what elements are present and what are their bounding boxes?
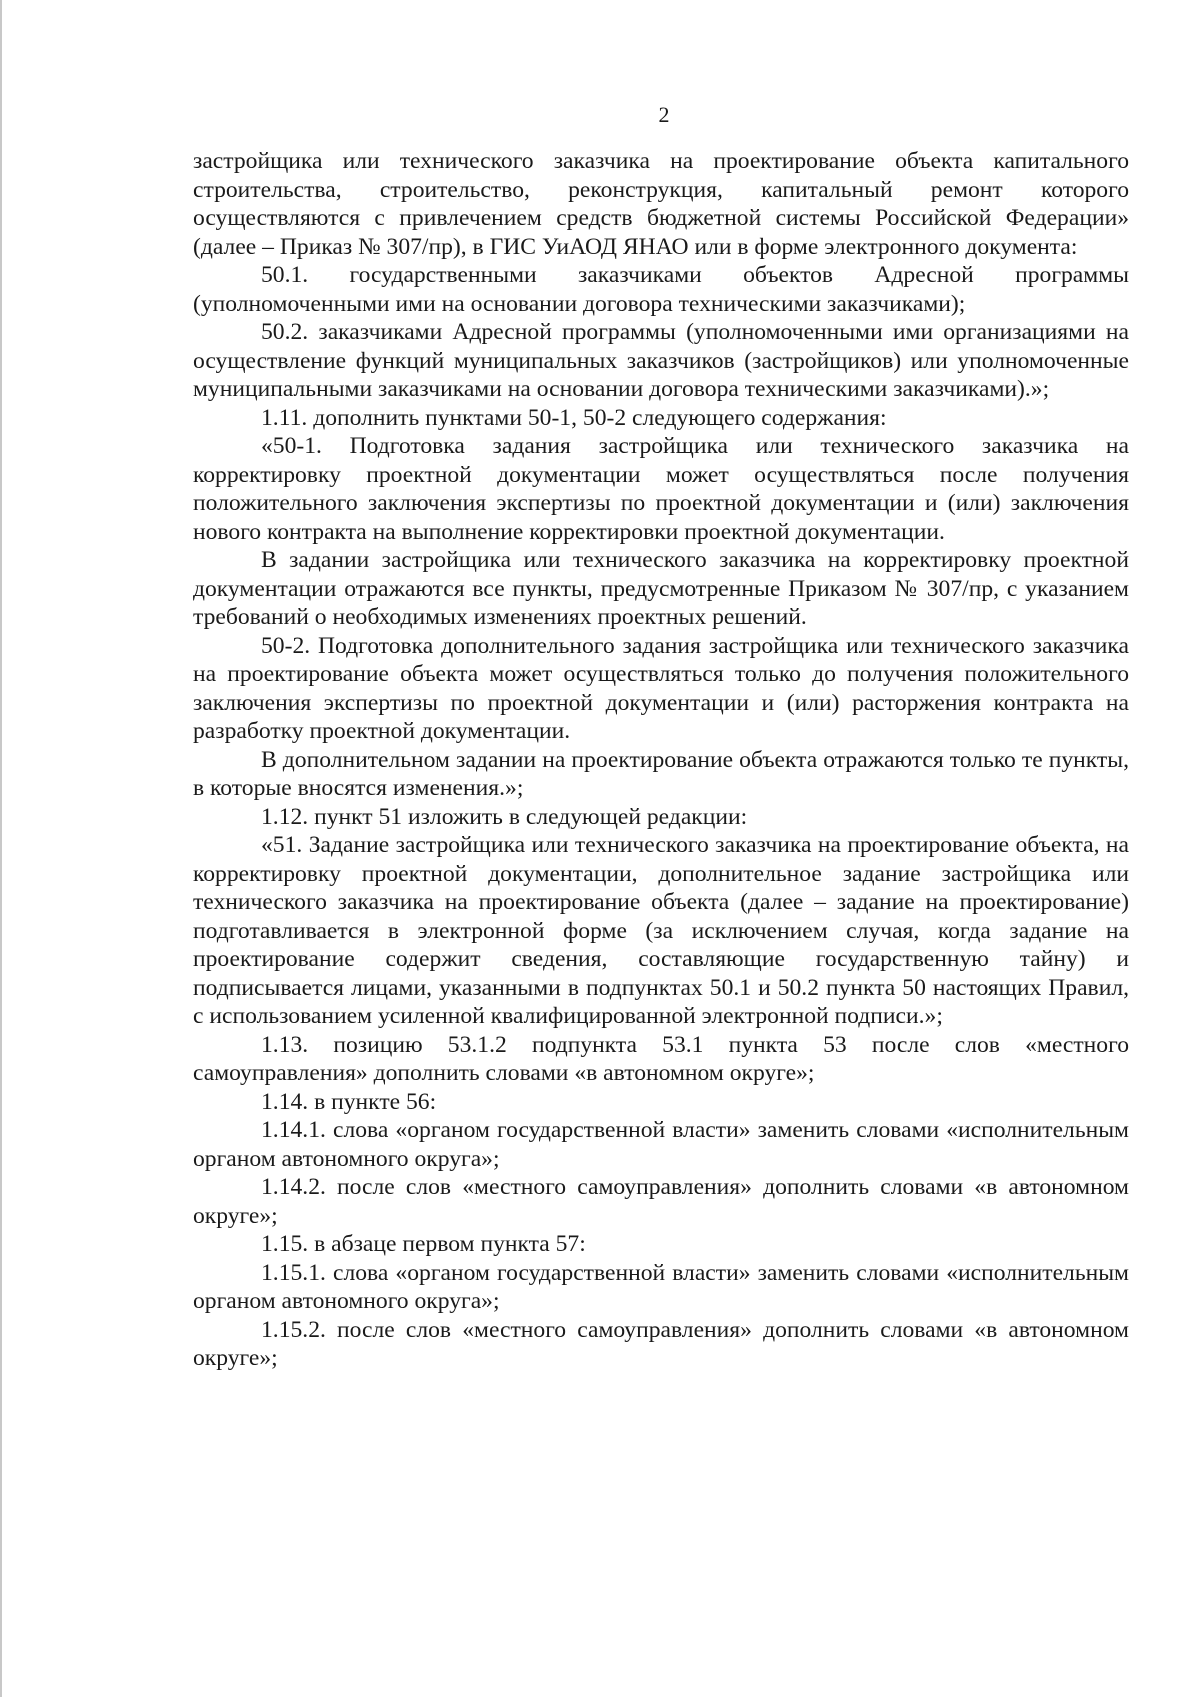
paragraph: 1.14.1. слова «органом государственной власти» заменить словами «исполнительным органом автономного округа»; xyxy=(193,1117,1129,1172)
paragraph: «51. Задание застройщика или технического заказчика на проектирование объекта, на корректировку проектной документации, дополнительное задание застройщика или технического заказчика на проектирование объекта (далее – задание на проектирование) подготавливается в электронной форме (за исключением случая, когда задание на проектирование содержит сведения, составляющие государственную тайну) и подписывается лицами, указанными в подпунктах 50.1 и 50.2 пункта 50 настоящих Правил, с использованием усиленной квалифицированной электронной подписи.»; xyxy=(193,832,1129,1029)
paragraph: 1.15. в абзаце первом пункта 57: xyxy=(261,1231,586,1257)
paragraph: 1.14. в пункте 56: xyxy=(261,1088,437,1115)
paragraph: «50-1. Подготовка задания застройщика или технического заказчика на корректировку проектной документации может осуществляться после получения положительного заключения экспертизы по проектной документации и (или) заключения нового контракта на выполнение корректировки проектной документации. xyxy=(193,433,1129,545)
document-body xyxy=(193,147,1129,1373)
paragraph: 1.12. пункт 51 изложить в следующей редакции: xyxy=(261,803,748,830)
paragraph: В дополнительном задании на проектирование объекта отражаются только те пункты, в которые вносятся изменения.»; xyxy=(193,746,1129,801)
paragraph: В задании застройщика или технического заказчика на корректировку проектной документации отражаются все пункты, предусмотренные Приказом № 307/пр, с указанием требований о необходимых изменениях проектных решений. xyxy=(193,547,1129,630)
paragraph: 1.14.2. после слов «местного самоуправления» дополнить словами «в автономном округе»; xyxy=(193,1174,1129,1229)
page-edge xyxy=(0,0,2,1697)
page-number: 2 xyxy=(658,102,670,127)
paragraph: 1.13. позицию 53.1.2 подпункта 53.1 пункта 53 после слов «местного самоуправления» дополнить словами «в автономном округе»; xyxy=(193,1031,1129,1086)
paragraph: 50.2. заказчиками Адресной программы (уполномоченными ими организациями на осуществление функций муниципальных заказчиков (застройщиков) или уполномоченные муниципальными заказчиками на основании договора техническими заказчиками).»; xyxy=(193,319,1129,402)
paragraph: 1.15.2. после слов «местного самоуправления» дополнить словами «в автономном округе»; xyxy=(193,1316,1129,1371)
paragraph: застройщика или технического заказчика на проектирование объекта капитального строительства, строительство, реконструкция, капитальный ремонт которого осуществляются с привлечением средств бюджетной системы Российской Федерации» (далее – Приказ № 307/пр), в ГИС УиАОД ЯНАО или в форме электронного документа: xyxy=(193,148,1129,260)
paragraph: 50-2. Подготовка дополнительного задания застройщика или технического заказчика на проектирование объекта может осуществляться только до получения положительного заключения экспертизы по проектной документации и (или) расторжения контракта на разработку проектной документации. xyxy=(193,632,1129,744)
paragraph: 1.11. дополнить пунктами 50-1, 50-2 следующего содержания: xyxy=(261,404,887,431)
paragraph: 50.1. государственными заказчиками объектов Адресной программы (уполномоченными ими на основании договора техническими заказчиками); xyxy=(193,262,1129,317)
paragraph: 1.15.1. слова «органом государственной власти» заменить словами «исполнительным органом автономного округа»; xyxy=(193,1259,1129,1314)
